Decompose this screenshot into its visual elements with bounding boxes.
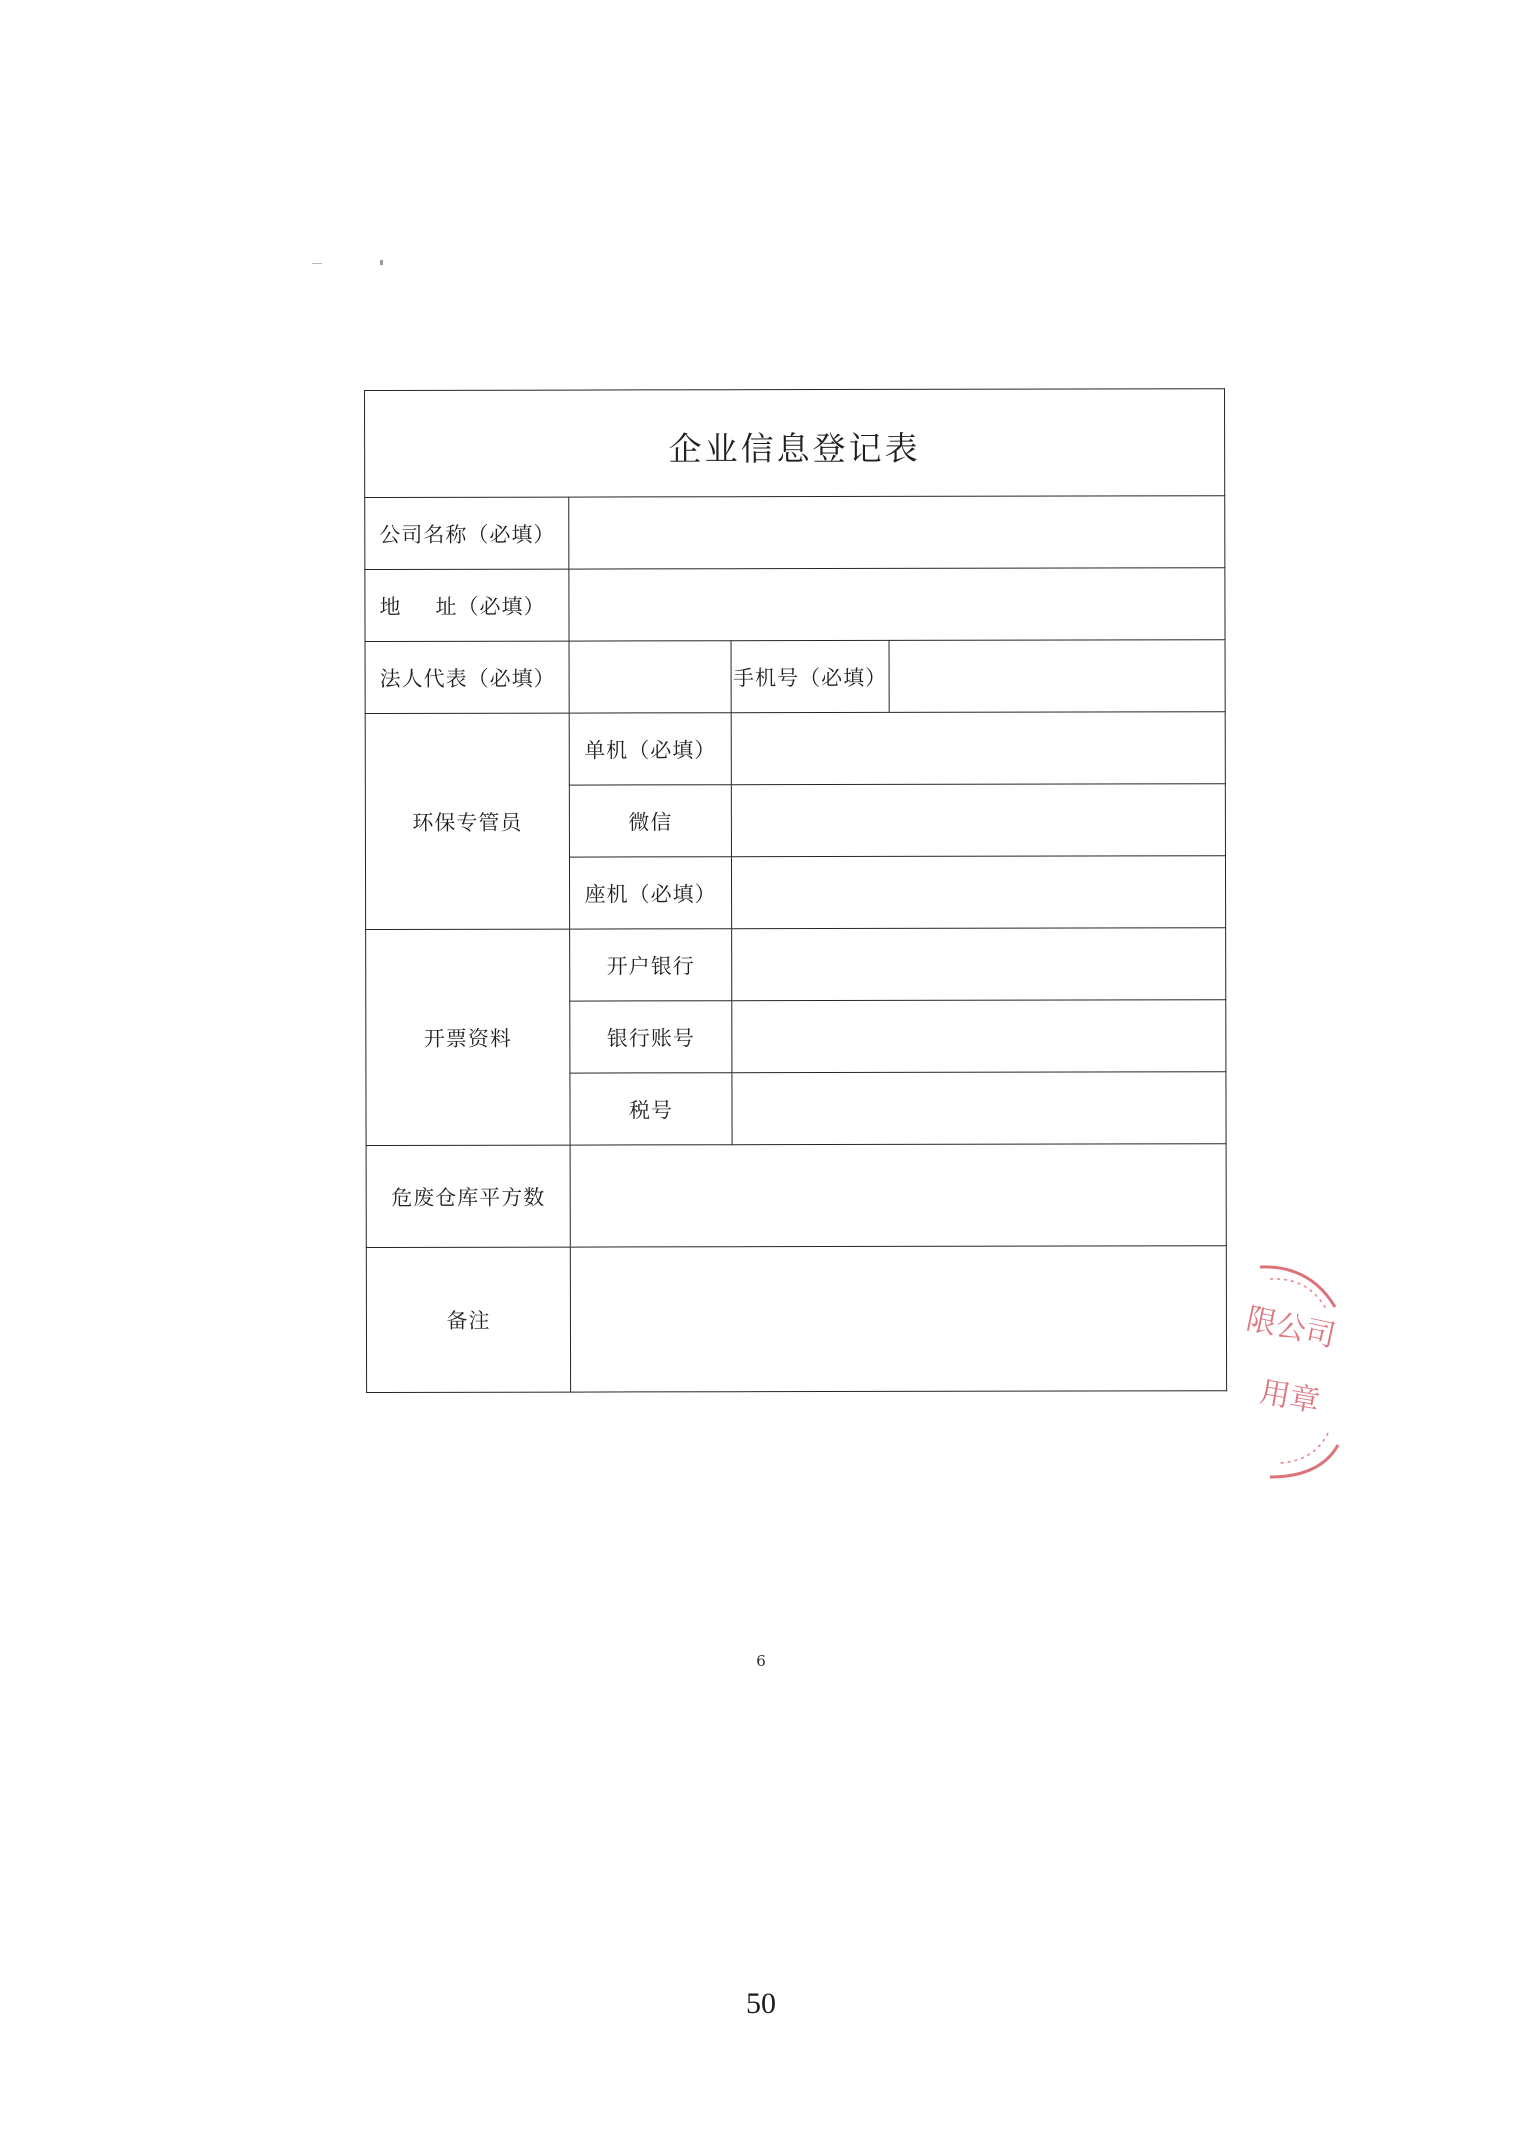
company-name-field[interactable] [569, 496, 1225, 569]
company-seal-stamp [1240, 1255, 1350, 1485]
env-manager-mobile-field[interactable] [731, 712, 1225, 785]
enterprise-registration-form [364, 388, 1227, 1393]
address-field[interactable] [569, 568, 1225, 641]
scan-speck [312, 263, 322, 264]
address-label-part2: 址（必填） [435, 594, 546, 619]
phone-label: 手机号（必填） [731, 640, 889, 712]
address-label-part1: 地 [379, 594, 402, 619]
phone-field[interactable] [889, 640, 1225, 713]
legal-rep-label: 法人代表（必填） [365, 641, 569, 713]
bank-name-label: 开户银行 [570, 929, 732, 1001]
bank-account-field[interactable] [732, 1000, 1226, 1073]
tax-id-label: 税号 [570, 1073, 732, 1145]
inner-page-number: 6 [756, 1652, 766, 1670]
env-manager-landline-field[interactable] [731, 856, 1225, 929]
tax-id-field[interactable] [732, 1072, 1226, 1145]
warehouse-area-field[interactable] [570, 1144, 1226, 1247]
outer-page-number: 50 [746, 1987, 776, 2020]
bank-name-field[interactable] [732, 928, 1226, 1001]
env-manager-wechat-label: 微信 [569, 785, 731, 857]
env-manager-group-label: 环保专管员 [365, 713, 569, 929]
bank-account-label: 银行账号 [570, 1001, 732, 1073]
env-manager-wechat-field[interactable] [731, 784, 1225, 857]
remarks-label: 备注 [366, 1247, 570, 1392]
legal-rep-field[interactable] [569, 641, 731, 713]
warehouse-area-label: 危废仓库平方数 [366, 1145, 570, 1247]
invoice-group-label: 开票资料 [366, 929, 570, 1145]
env-manager-mobile-label: 单机（必填） [569, 713, 731, 785]
form-title: 企业信息登记表 [365, 389, 1225, 498]
env-manager-landline-label: 座机（必填） [569, 857, 731, 929]
remarks-field[interactable] [570, 1246, 1226, 1392]
stamp-text-line1: 限公司 [1243, 1301, 1339, 1355]
company-name-label: 公司名称（必填） [365, 497, 569, 569]
address-label [365, 569, 569, 641]
scan-speck [380, 260, 383, 265]
stamp-text-line2: 用章 [1257, 1374, 1323, 1420]
